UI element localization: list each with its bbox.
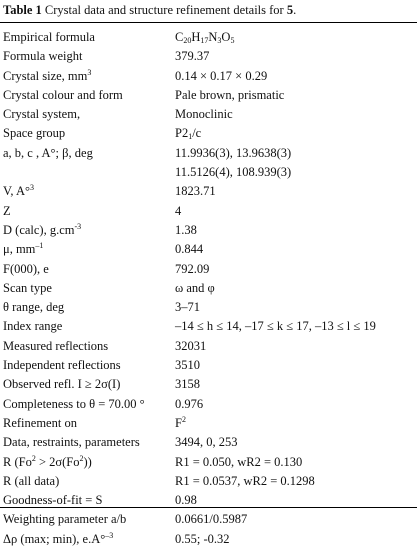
table-row: [0, 337, 417, 356]
row-value-part: C: [175, 30, 184, 44]
row-label: [3, 202, 11, 221]
table-row: [0, 530, 417, 549]
row-label-part: F(000), e: [3, 261, 49, 276]
bottom-rule: [0, 507, 417, 508]
row-value: [175, 530, 230, 549]
row-value-part: 0.844: [175, 242, 204, 257]
table-row: [0, 240, 417, 259]
row-label-part: Crystal size, mm: [3, 68, 88, 83]
row-value: [175, 510, 247, 529]
table-row: [0, 395, 417, 414]
row-label: [3, 453, 92, 472]
row-label-part: Index range: [3, 319, 63, 334]
table-row: [0, 124, 417, 143]
row-label-part: > 2σ(Fo: [35, 454, 80, 469]
row-label: [3, 182, 34, 201]
row-label: [3, 510, 126, 529]
row-value-part: 11.9936(3), 13.9638(3): [175, 145, 292, 160]
row-label: [3, 105, 80, 124]
row-value-part: ω and φ: [175, 280, 215, 295]
table-row: [0, 279, 417, 298]
row-value-part: Monoclinic: [175, 107, 233, 122]
row-value-part: 3510: [175, 358, 200, 373]
caption-end: .: [293, 3, 297, 17]
row-value: [175, 67, 267, 86]
table-row: [0, 375, 417, 394]
row-label-part: 2: [31, 453, 36, 463]
row-value-part: H: [191, 30, 201, 44]
row-value: [175, 105, 233, 124]
row-label: [3, 67, 91, 86]
row-label: [3, 240, 43, 259]
row-label-part: Data, restraints, parameters: [3, 435, 140, 450]
row-label-part: -3: [74, 221, 82, 231]
row-label-part: Scan type: [3, 280, 52, 295]
row-label: [3, 337, 108, 356]
table-row: [0, 433, 417, 452]
top-rule: [0, 22, 417, 23]
row-value: [175, 317, 376, 336]
row-value-part: R1 = 0.050, wR2 = 0.130: [175, 454, 303, 469]
row-value: [175, 395, 203, 414]
table-row: [0, 510, 417, 529]
row-label-part: Space group: [3, 126, 66, 141]
row-label-part: 3: [87, 67, 92, 77]
row-label: [3, 298, 64, 317]
row-label-part: a, b, c , A°; β, deg: [3, 145, 93, 160]
row-label-part: θ range, deg: [3, 300, 65, 315]
row-label: [3, 47, 83, 66]
row-label-part: Crystal colour and form: [3, 87, 123, 102]
row-label: [3, 414, 77, 433]
row-label-part: Observed refl. I ≥ 2σ(I): [3, 377, 121, 392]
table-row: [0, 472, 417, 491]
row-value-part: 2: [181, 414, 186, 424]
table-row: [0, 356, 417, 375]
row-value-part: –14 ≤ h ≤ 14, –17 ≤ k ≤ 17, –13 ≤ l ≤ 19: [175, 319, 376, 334]
row-value-part: 11.5126(4), 108.939(3): [175, 165, 292, 180]
row-value-part: 1: [188, 132, 193, 142]
table-row: [0, 182, 417, 201]
row-value-part: 3: [217, 36, 222, 45]
row-value-part: 1823.71: [175, 184, 216, 199]
row-value: [175, 298, 200, 317]
row-label-part: Z: [3, 203, 11, 218]
row-value-part: 17: [200, 36, 209, 45]
row-label-part: μ, mm: [3, 242, 36, 257]
data-table: [0, 28, 417, 549]
row-value-part: 1.38: [175, 222, 197, 237]
table-row: [0, 163, 417, 182]
table-row: [0, 47, 417, 66]
row-value-part: N: [208, 30, 218, 44]
row-value: [175, 337, 206, 356]
row-label: [3, 260, 49, 279]
row-label: [3, 124, 65, 143]
row-value-part: 792.09: [175, 261, 210, 276]
row-value: [175, 28, 234, 47]
row-value: [175, 221, 197, 240]
row-label-part: Crystal system,: [3, 107, 81, 122]
table-row: [0, 105, 417, 124]
row-value-part: R1 = 0.0537, wR2 = 0.1298: [175, 473, 315, 488]
row-label-part: R (all data): [3, 473, 60, 488]
row-label: [3, 144, 93, 163]
row-value: [175, 240, 203, 259]
row-label-part: Measured reflections: [3, 338, 109, 353]
row-value: [175, 163, 291, 182]
table-row: [0, 28, 417, 47]
table-row: [0, 260, 417, 279]
row-label: [3, 221, 81, 240]
row-label-part: Goodness-of-fit = S: [3, 493, 103, 508]
row-value-part: F: [175, 415, 182, 430]
row-value-part: 0.0661/0.5987: [175, 512, 248, 527]
row-label-part: Δρ (max; min), e.A°: [3, 531, 106, 546]
row-value-part: 379.37: [175, 49, 210, 64]
row-label: [3, 279, 52, 298]
row-value-part: 0.976: [175, 396, 204, 411]
row-value: [175, 472, 315, 491]
row-value-part: Pale brown, prismatic: [175, 87, 285, 102]
row-label-part: 2: [79, 453, 84, 463]
row-value: [175, 356, 200, 375]
row-label-part: Independent reflections: [3, 358, 121, 373]
table-row: [0, 298, 417, 317]
row-label-part: )): [83, 454, 92, 469]
caption-text: Crystal data and structure refinement details for: [41, 3, 287, 17]
table-caption: [3, 2, 296, 18]
row-value: [175, 453, 302, 472]
row-label-part: Formula weight: [3, 49, 83, 64]
row-label-part: Weighting parameter a/b: [3, 512, 127, 527]
row-value-part: 5: [230, 36, 235, 45]
row-value: [175, 375, 200, 394]
row-value: [175, 182, 216, 201]
row-value: [175, 202, 181, 221]
row-label: [3, 375, 120, 394]
row-label: [3, 433, 140, 452]
row-value-part: P2: [175, 126, 189, 141]
row-value-part: 3494, 0, 253: [175, 435, 238, 450]
row-value-part: 0.14 × 0.17 × 0.29: [175, 68, 268, 83]
table-row: [0, 453, 417, 472]
row-label: [3, 356, 121, 375]
row-label-part: V, A°: [3, 184, 31, 199]
table-row: [0, 86, 417, 105]
row-value: [175, 433, 238, 452]
row-value-part: 3158: [175, 377, 200, 392]
row-label: [3, 28, 95, 47]
row-value: [175, 124, 201, 143]
row-value: [175, 414, 186, 433]
row-label-part: –1: [35, 241, 44, 251]
row-label-part: Refinement on: [3, 415, 77, 430]
caption-compound: 5: [286, 3, 294, 17]
row-label-part: D (calc), g.cm: [3, 222, 75, 237]
row-label: [3, 395, 145, 414]
table-row: [0, 144, 417, 163]
row-value-part: 0.55; -0.32: [175, 531, 230, 546]
row-value: [175, 47, 209, 66]
row-value: [175, 86, 284, 105]
row-value-part: 3–71: [175, 300, 200, 315]
row-label: [3, 530, 113, 549]
row-value-part: /c: [192, 126, 202, 141]
row-value: [175, 279, 215, 298]
row-value-part: 20: [183, 36, 192, 45]
table-row: [0, 202, 417, 221]
caption-label: Table 1: [3, 3, 42, 17]
table-row: [0, 67, 417, 86]
row-label: [3, 86, 123, 105]
row-label-part: Empirical formula: [3, 30, 95, 44]
row-label-part: 3: [30, 183, 35, 193]
row-value-part: 32031: [175, 338, 207, 353]
row-value: [175, 260, 209, 279]
row-value-part: 4: [175, 203, 182, 218]
row-label: [3, 317, 62, 336]
table-row: [0, 221, 417, 240]
table-row: [0, 317, 417, 336]
row-value-part: O: [221, 30, 231, 44]
row-value: [175, 144, 291, 163]
row-value-part: 0.98: [175, 493, 197, 508]
row-label-part: Completeness to θ = 70.00 °: [3, 396, 145, 411]
row-label-part: –3: [105, 530, 114, 540]
row-label-part: R (Fo: [3, 454, 32, 469]
table-row: [0, 414, 417, 433]
row-label: [3, 472, 59, 491]
